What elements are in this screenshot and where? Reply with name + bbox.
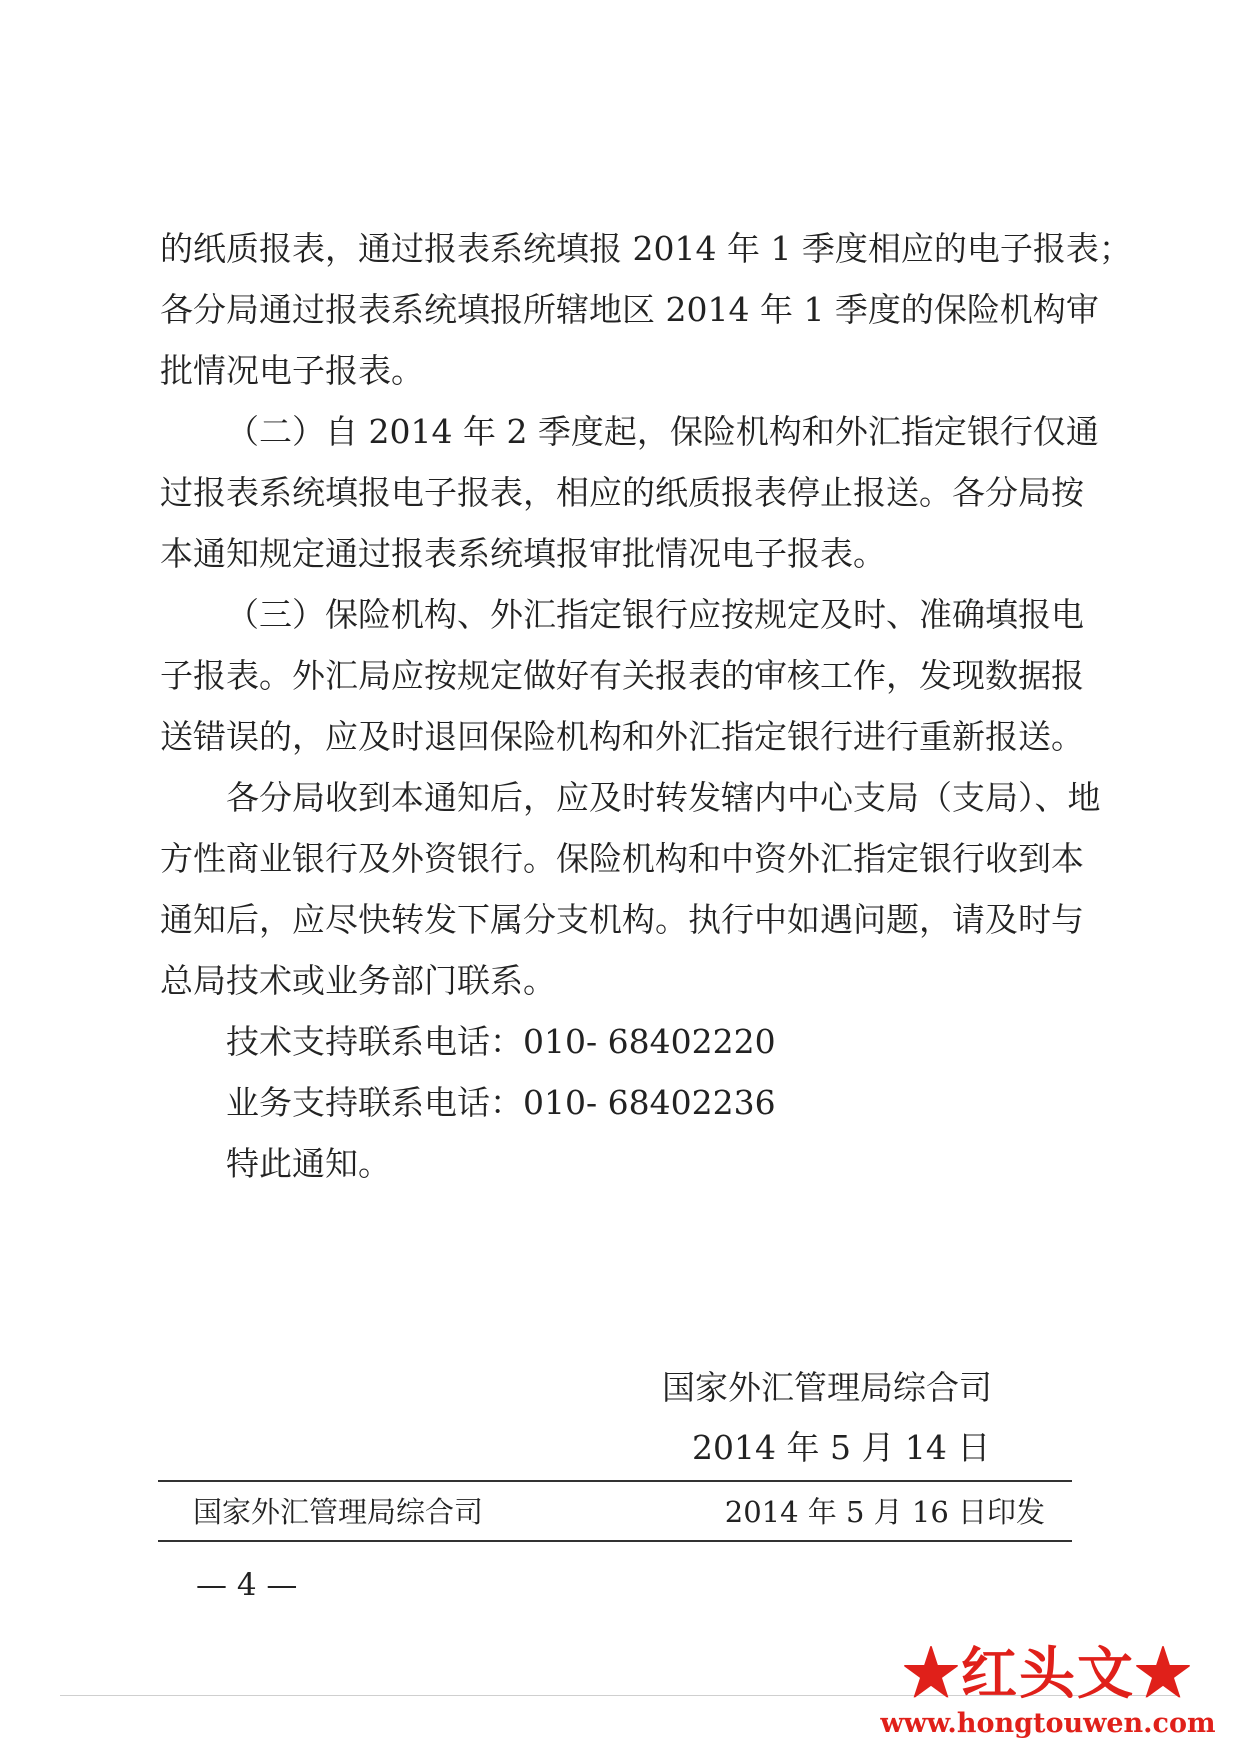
watermark xyxy=(858,1630,1238,1748)
text-line: 方性商业银行及外资银行。保险机构和中资外汇指定银行收到本 xyxy=(160,839,1084,878)
text-line: （二）自 2014 年 2 季度起，保险机构和外汇指定银行仅通 xyxy=(226,412,1099,451)
text-line: 各分局通过报表系统填报所辖地区 2014 年 1 季度的保险机构审 xyxy=(160,290,1099,329)
text-line: 各分局收到本通知后，应及时转发辖内中心支局（支局）、地 xyxy=(226,778,1101,817)
text-line: 送错误的，应及时退回保险机构和外汇指定银行进行重新报送。 xyxy=(160,717,1084,756)
text-line: （三）保险机构、外汇指定银行应按规定及时、准确填报电 xyxy=(226,595,1084,634)
closing-notice: 特此通知。 xyxy=(226,1144,391,1183)
tech-support-phone: 技术支持联系电话：010- 68402220 xyxy=(226,1022,776,1061)
text-line: 批情况电子报表。 xyxy=(160,351,424,390)
text-line: 总局技术或业务部门联系。 xyxy=(160,961,556,1000)
paragraph xyxy=(160,767,1101,1011)
signature-date: 2014 年 5 月 14 日 xyxy=(692,1428,991,1467)
watermark-title: ★红头文★ xyxy=(903,1641,1193,1707)
text-line: 的纸质报表，通过报表系统填报 2014 年 1 季度相应的电子报表； xyxy=(160,229,1132,268)
colophon-issuer: 国家外汇管理局综合司 xyxy=(193,1495,484,1529)
paragraph xyxy=(160,401,1099,584)
business-support-phone: 业务支持联系电话：010- 68402236 xyxy=(226,1083,776,1122)
signature-issuer: 国家外汇管理局综合司 xyxy=(662,1368,992,1407)
text-line: 本通知规定通过报表系统填报审批情况电子报表。 xyxy=(160,534,886,573)
document-body xyxy=(160,218,1132,1194)
text-line: 过报表系统填报电子报表，相应的纸质报表停止报送。各分局按 xyxy=(160,473,1084,512)
watermark-url: www.hongtouwen.com xyxy=(880,1708,1216,1739)
paragraph xyxy=(160,218,1132,401)
page-number: — 4 — xyxy=(196,1567,298,1603)
text-line: 子报表。外汇局应按规定做好有关报表的审核工作，发现数据报 xyxy=(160,656,1084,695)
colophon-bottom-rule xyxy=(158,1540,1072,1542)
paragraph xyxy=(160,584,1084,767)
colophon-print-date: 2014 年 5 月 16 日印发 xyxy=(724,1495,1045,1529)
text-line: 通知后，应尽快转发下属分支机构。执行中如遇问题，请及时与 xyxy=(160,900,1084,939)
colophon-top-rule xyxy=(158,1480,1072,1482)
